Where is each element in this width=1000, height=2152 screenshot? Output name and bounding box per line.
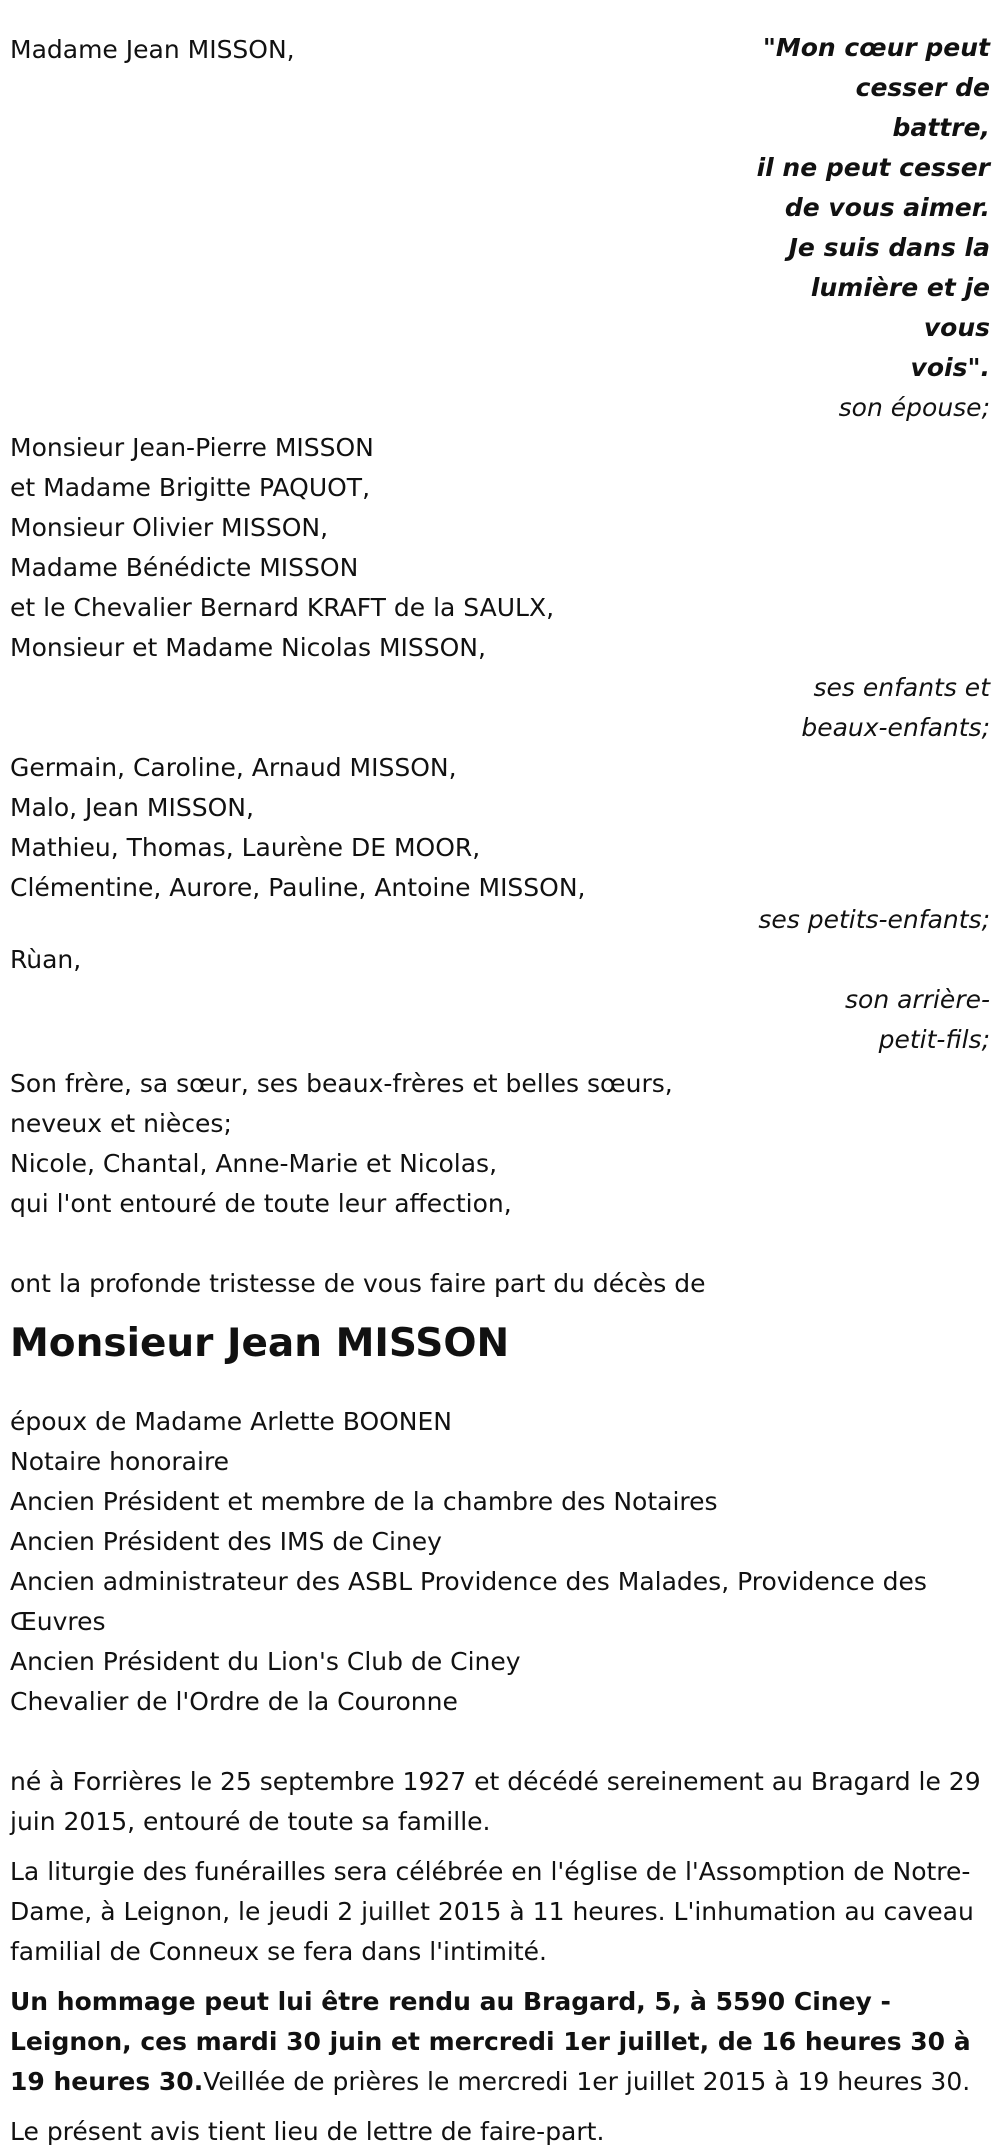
title-line: Ancien administrateur des ASBL Providence des Malades, Providence des Œuvres [10,1567,927,1636]
child-name: Monsieur Olivier MISSON, [10,513,329,542]
widow-name: Madame Jean MISSON, [10,35,295,64]
birth-death-text: né à Forrières le 25 septembre 1927 et décédé sereinement au Bragard le 29 juin 2015, entouré de toute sa famille. [10,1767,981,1836]
quote-line: cesser de battre, [855,73,990,142]
tribute-text [10,1982,990,2102]
deceased-titles [10,1402,990,1722]
quote-line: Je suis dans la [788,233,990,262]
title-line: Notaire honoraire [10,1447,230,1476]
family-section [10,1064,990,1224]
grandchildren-section [10,748,990,932]
closing-text: Le présent avis tient lieu de lettre de faire-part. [10,2117,605,2146]
grandchild-name: Clémentine, Aurore, Pauline, Antoine MISSON, [10,873,586,902]
announcement: ont la profonde tristesse de vous faire part du décès de [10,1269,706,1298]
children-role: beaux-enfants; [801,713,990,742]
family-line: neveux et nièces; [10,1109,232,1138]
child-name: et le Chevalier Bernard KRAFT de la SAULX, [10,593,555,622]
great-grandchild-role: petit-fils; [878,1025,990,1054]
quote-line: vois". [910,353,990,382]
grandchild-name: Mathieu, Thomas, Laurène DE MOOR, [10,833,481,862]
family-line: Nicole, Chantal, Anne-Marie et Nicolas, [10,1149,498,1178]
child-name: Madame Bénédicte MISSON [10,553,359,582]
children-role: ses enfants et [813,673,990,702]
quote-line: de vous aimer. [784,193,990,222]
family-line: Son frère, sa sœur, ses beaux-frères et belles sœurs, [10,1069,673,1098]
title-line: Chevalier de l'Ordre de la Couronne [10,1687,458,1716]
title-line: Ancien Président des IMS de Ciney [10,1527,442,1556]
tribute-bold-text: Un hommage peut lui être rendu au Bragard, 5, à 5590 Ciney - Leignon, ces mardi 30 juin et mercredi 1er juillet, de 16 heures 30 à 19 heures 30. [10,1987,971,2096]
great-grandchild-name: Rùan, [10,945,82,974]
funeral-text: La liturgie des funérailles sera célébrée en l'église de l'Assomption de Notre-Dame, à Leignon, le jeudi 2 juillet 2015 à 11 heures. L'inhumation au caveau familial de Conneux se fera dans l'intimité. [10,1857,974,1966]
obituary-notice [10,28,990,2152]
title-line: Ancien Président et membre de la chambre des Notaires [10,1487,718,1516]
child-name: Monsieur Jean-Pierre MISSON [10,433,374,462]
great-grandchild-role: son arrière- [845,985,990,1014]
widow-role: son épouse; [838,393,990,422]
children-section [10,428,990,748]
grandchildren-role: ses petits-enfants; [758,905,990,934]
family-line: qui l'ont entouré de toute leur affection, [10,1189,512,1218]
quote-line: lumière et je vous [810,273,990,342]
quote [750,28,990,388]
quote-line: il ne peut cesser [756,153,990,182]
child-name: Monsieur et Madame Nicolas MISSON, [10,633,486,662]
child-name: et Madame Brigitte PAQUOT, [10,473,371,502]
grandchild-name: Malo, Jean MISSON, [10,793,254,822]
title-line: époux de Madame Arlette BOONEN [10,1407,452,1436]
title-line: Ancien Président du Lion's Club de Ciney [10,1647,521,1676]
vigil-text: Veillée de prières le mercredi 1er juillet 2015 à 19 heures 30. [203,2067,971,2096]
deceased-name: Monsieur Jean MISSON [10,1321,510,1366]
great-grandchildren-section [10,940,990,1060]
quote-line: "Mon cœur peut [762,33,990,62]
grandchild-name: Germain, Caroline, Arnaud MISSON, [10,753,457,782]
widow-section [10,28,990,388]
